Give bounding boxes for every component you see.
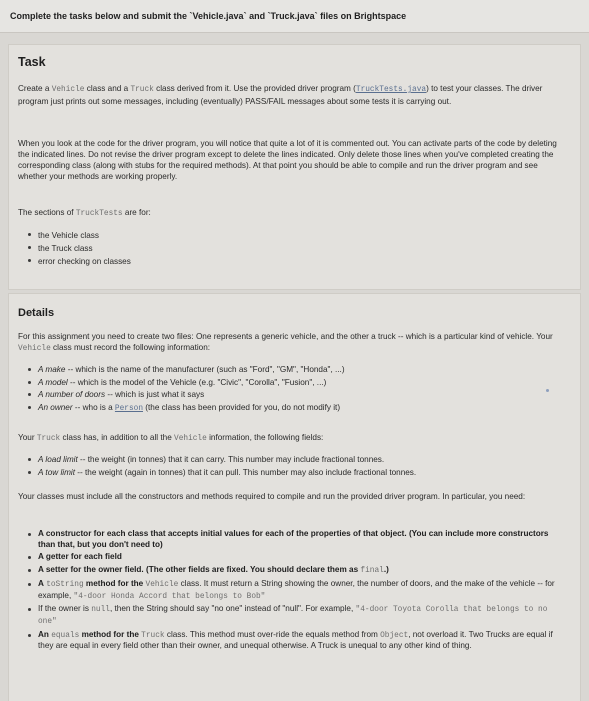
page-header <box>0 0 589 33</box>
trucktests-link[interactable]: TruckTests.java <box>355 86 427 94</box>
sections-list <box>28 229 131 268</box>
requirements-paragraph: Your classes must include all the constructors and methods required to compile and run the provided driver program. In particular, you need: <box>18 492 526 501</box>
truck-code: Truck <box>130 86 154 94</box>
details-panel <box>8 293 581 701</box>
list-item: A make -- which is the name of the manufacturer (such as "Ford", "GM", "Honda", ...) <box>28 364 568 377</box>
list-item: error checking on classes <box>28 255 131 268</box>
list-item: If the owner is null, then the String should say "no one" instead of "null". For example, "4-door Toyota Corolla that belongs to no one" <box>28 604 568 627</box>
person-link[interactable]: Person <box>114 404 143 413</box>
list-item: A setter for the owner field. (The other fields are fixed. You should declare them as final.) <box>28 565 568 577</box>
task-sections-paragraph: The sections of TruckTests are for: <box>18 208 151 218</box>
vehicle-code: Vehicle <box>174 435 207 443</box>
list-item: A tow limit -- the weight (again in tonnes) that it can pull. This number may also include fractional tonnes. <box>28 467 568 480</box>
list-item: the Truck class <box>28 242 131 255</box>
truck-info-list <box>28 454 568 479</box>
truck-fields-paragraph: Your Truck class has, in addition to all the Vehicle information, the following fields: <box>18 433 324 443</box>
list-item: A toString method for the Vehicle class. It must return a String showing the owner, the number of doors, and the make of the vehicle -- for example, "4-door Honda Accord that belongs to Bob" <box>28 579 568 602</box>
truck-code: Truck <box>36 435 61 443</box>
list-item: A load limit -- the weight (in tonnes) that it can carry. This number may include fractional tonnes. <box>28 454 568 467</box>
decorative-dot <box>546 389 549 392</box>
details-heading: Details <box>18 307 55 319</box>
task-heading: Task <box>18 55 46 69</box>
task-driver-paragraph: When you look at the code for the driver program, you will notice that quite a lot of it is commented out. You can activate parts of the code by deleting the indicated lines. Do not revise the driver program except to delete the lines indicated. Only delete those lines when you've completed creating the corresponding class (along with stubs for the required methods). At that point you should be able to compile and run the driver program and see whether your methods are working properly. <box>18 139 557 181</box>
requirements-list <box>28 529 568 652</box>
trucktests-code: TruckTests <box>75 210 123 218</box>
list-item: An equals method for the Truck class. This method must over-ride the equals method from Object, not overload it. Two Trucks are equal if they are equal in every field other than their owner, and unequal otherwise. A Truck is unequal to any other kind of thing. <box>28 630 568 652</box>
list-item: A getter for each field <box>28 552 568 563</box>
list-item: A model -- which is the model of the Vehicle (e.g. "Civic", "Corolla", "Fusion", ...) <box>28 377 568 390</box>
details-intro-paragraph: For this assignment you need to create two files: One represents a generic vehicle, and the other a truck -- which is a particular kind of vehicle. Your Vehicle class must record the following information: <box>18 332 553 353</box>
list-item: the Vehicle class <box>28 229 131 242</box>
list-item: A constructor for each class that accepts initial values for each of the properties of that object. (You can include more constructors than that, but you don't need to) <box>28 529 568 550</box>
vehicle-code: Vehicle <box>18 345 51 353</box>
vehicle-code: Vehicle <box>51 86 85 94</box>
list-item: A number of doors -- which is just what it says <box>28 389 568 402</box>
page-title: Complete the tasks below and submit the `Vehicle.java` and `Truck.java` files on Brightspace <box>10 11 407 21</box>
list-item: An owner -- who is a Person (the class has been provided for you, do not modify it) <box>28 402 568 416</box>
vehicle-info-list <box>28 364 568 415</box>
task-panel <box>8 44 581 290</box>
task-intro-paragraph: Create a Vehicle class and a Truck class derived from it. Use the provided driver program (TruckTests.java) to test your classes. The driver program just prints out some messages, including (eventually) PASS/FAIL messages about some tests it is carrying out. <box>18 84 543 106</box>
